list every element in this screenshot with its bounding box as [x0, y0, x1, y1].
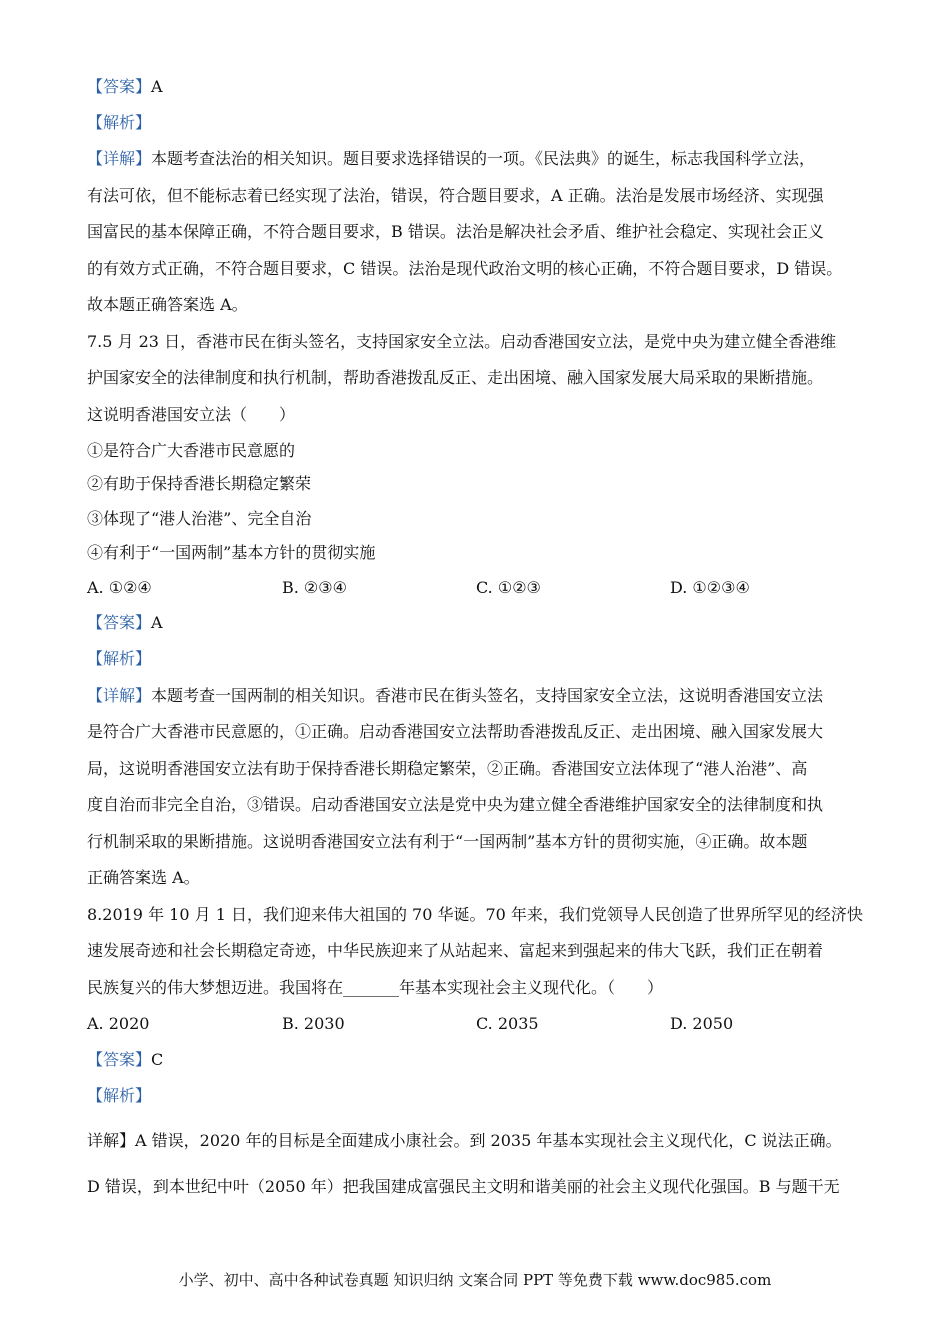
explanation-line: 行机制采取的果断措施。这说明香港国安立法有利于“一国两制”基本方针的贯彻实施，④正确。故本题 — [87, 832, 808, 851]
option-b: B. ②③④ — [282, 578, 347, 597]
explanation-line: 故本题正确答案选 A。 — [87, 295, 248, 314]
option-d: D. ①②③④ — [670, 578, 750, 597]
explanation-line: 详解】A 错误，2020 年的目标是全面建成小康社会。到 2035 年基本实现社会主义现代化，C 说法正确。 — [87, 1131, 842, 1150]
question-8-stem: 速发展奇迹和社会长期稳定奇迹，中华民族迎来了从站起来、富起来到强起来的伟大飞跃，我们正在朝着 — [87, 941, 824, 960]
page-footer: 小学、初中、高中各种试卷真题 知识归纳 文案合同 PPT 等免费下载 www.doc985.com — [178, 1271, 772, 1289]
analysis-label: 【解析】 — [87, 113, 152, 132]
question-8-stem: 民族复兴的伟大梦想迈进。我国将在_______年基本实现社会主义现代化。（ ） — [87, 978, 664, 997]
explanation-line: 是符合广大香港市民意愿的，①正确。启动香港国安立法帮助香港拨乱反正、走出困境、融入国家发展大 — [87, 722, 824, 741]
explanation-line: 局，这说明香港国安立法有助于保持香港长期稳定繁荣，②正确。香港国安立法体现了“港人治港”、高 — [87, 759, 808, 778]
option-c: C. ①②③ — [476, 578, 541, 597]
answer-label: 【答案】C — [87, 1050, 164, 1069]
question-7-stem: 护国家安全的法律制度和执行机制，帮助香港拨乱反正、走出困境、融入国家发展大局采取的果断措施。 — [87, 368, 824, 387]
explanation-line: D 错误，到本世纪中叶（2050 年）把我国建成富强民主文明和谐美丽的社会主义现代化强国。B 与题干无 — [87, 1177, 840, 1196]
option-c: C. 2035 — [476, 1014, 539, 1033]
analysis-label: 【解析】 — [87, 649, 152, 668]
analysis-label: 【解析】 — [87, 1086, 152, 1105]
explanation-line: 【详解】本题考查一国两制的相关知识。香港市民在街头签名，支持国家安全立法，这说明香港国安立法 — [87, 686, 824, 705]
option-b: B. 2030 — [282, 1014, 345, 1033]
explanation-line: 国富民的基本保障正确，不符合题目要求，B 错误。法治是解决社会矛盾、维护社会稳定、实现社会正义 — [87, 222, 824, 241]
explanation-line: 的有效方式正确，不符合题目要求，C 错误。法治是现代政治文明的核心正确，不符合题目要求，D 错误。 — [87, 259, 843, 278]
option-a: A. ①②④ — [87, 578, 152, 597]
option-a: A. 2020 — [87, 1014, 150, 1033]
explanation-line: 正确答案选 A。 — [87, 868, 200, 887]
question-7-stem: 这说明香港国安立法（ ） — [87, 405, 296, 424]
question-7-stem: 7.5 月 23 日，香港市民在街头签名，支持国家安全立法。启动香港国安立法，是党中央为建立健全香港维 — [87, 332, 837, 351]
statement-item: ④有利于“一国两制”基本方针的贯彻实施 — [87, 543, 376, 562]
statement-item: ③体现了“港人治港”、完全自治 — [87, 509, 312, 528]
explanation-line: 有法可依，但不能标志着已经实现了法治，错误，符合题目要求，A 正确。法治是发展市场经济、实现强 — [87, 186, 824, 205]
statement-item: ②有助于保持香港长期稳定繁荣 — [87, 474, 312, 493]
answer-label: 【答案】A — [87, 77, 163, 96]
explanation-line: 【详解】本题考查法治的相关知识。题目要求选择错误的一项。《民法典》的诞生，标志我国科学立法， — [87, 149, 816, 168]
option-d: D. 2050 — [670, 1014, 734, 1033]
explanation-line: 度自治而非完全自治，③错误。启动香港国安立法是党中央为建立健全香港维护国家安全的法律制度和执 — [87, 795, 824, 814]
question-8-stem: 8.2019 年 10 月 1 日，我们迎来伟大祖国的 70 华诞。70 年来，我们党领导人民创造了世界所罕见的经济快 — [87, 905, 863, 924]
statement-item: ①是符合广大香港市民意愿的 — [87, 441, 296, 460]
answer-label: 【答案】A — [87, 613, 163, 632]
